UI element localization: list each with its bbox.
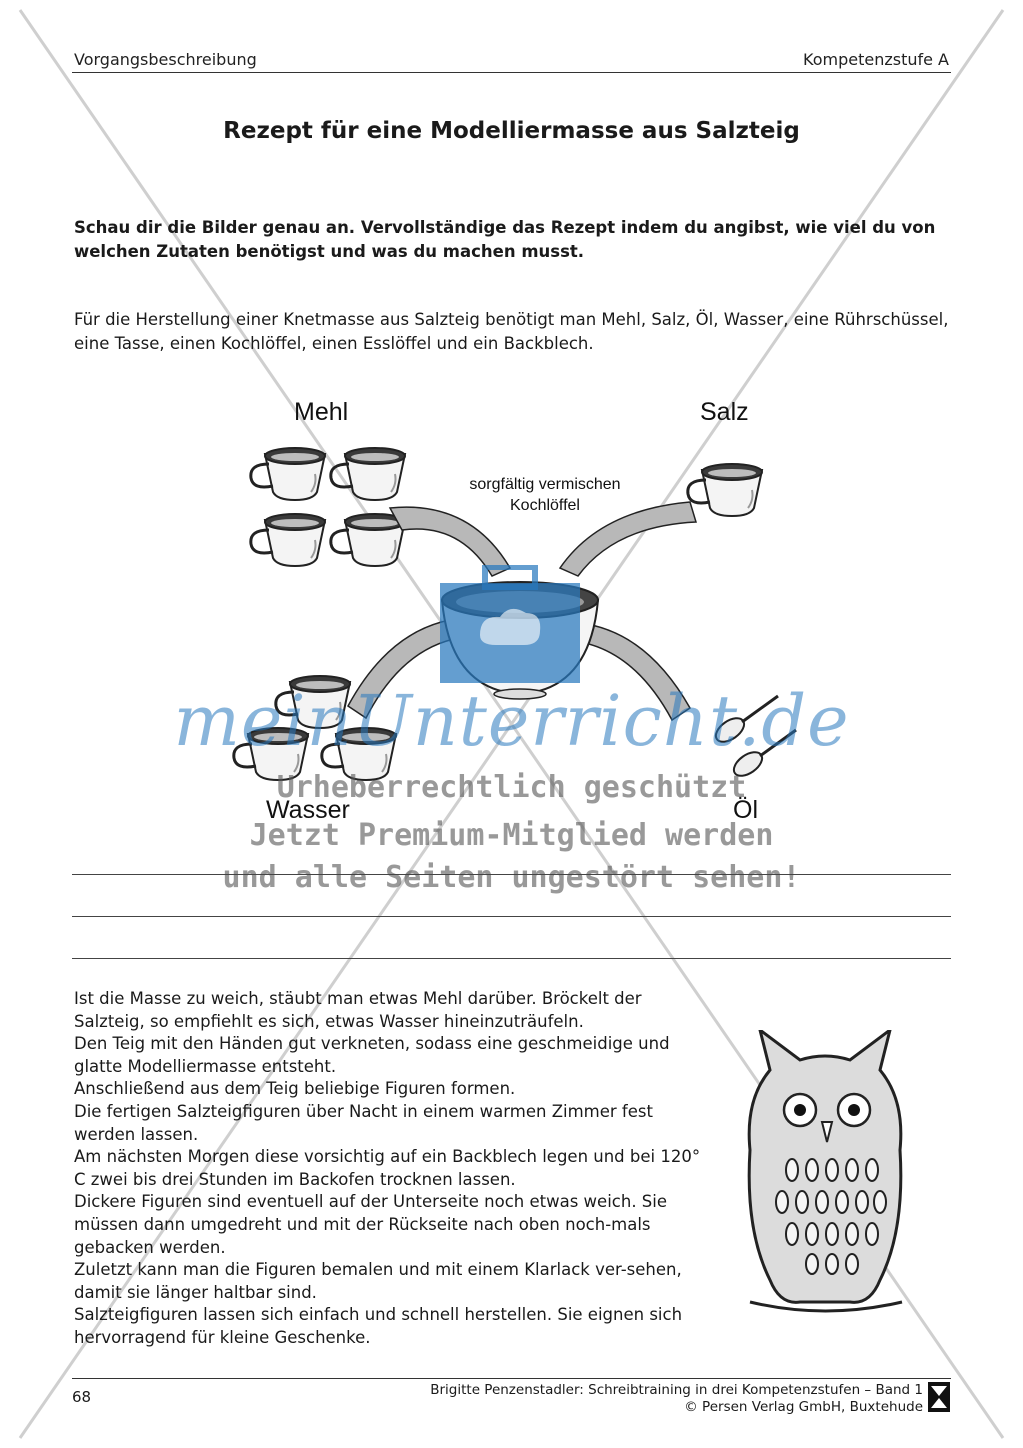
label-salz: Salz [700,398,749,426]
owl-figure-illustration [730,1030,920,1330]
recipe-step: Anschließend aus dem Teig beliebige Figuren formen. [74,1079,516,1099]
mixing-note [420,474,670,516]
watermark-line3: und alle Seiten ungestört sehen! [222,860,801,895]
footer-credit-line1: Brigitte Penzenstadler: Schreibtraining in drei Kompetenzstufen – Band 1 [430,1382,923,1398]
header-rule [72,72,951,73]
recipe-step: Ist die Masse zu weich, stäubt man etwas Mehl darüber. Bröckelt der Salzteig, so empfiehlt es sich, etwas Wasser hineinzuträufeln. [74,989,642,1031]
recipe-step: Zuletzt kann man die Figuren bemalen und mit einem Klarlack ver-sehen, damit sie länger haltbar sind. [74,1260,682,1302]
label-mehl: Mehl [294,398,349,426]
recipe-steps [74,988,714,1350]
watermark-brand: meinUnterricht.de [173,680,850,762]
page-number: 68 [72,1388,92,1406]
footer-rule [72,1378,951,1379]
label-wasser: Wasser [266,796,350,824]
mixing-note-line1: sorgfältig vermischen [469,476,621,493]
cup-icon [331,448,405,500]
watermark-line1: Urheberrechtlich geschützt [276,770,747,805]
answer-line [72,916,951,917]
cup-icon [688,464,762,516]
cup-icon [251,514,325,566]
label-oel: Öl [733,796,758,824]
page-title: Rezept für eine Modelliermasse aus Salzteig [223,118,800,144]
header-topic: Vorgangsbeschreibung [74,50,257,69]
cup-icon [331,514,405,566]
recipe-step: Dickere Figuren sind eventuell auf der Unterseite noch etwas weich. Sie müssen dann umgedreht und mit der Rückseite nach oben noch-mals gebacken werden. [74,1192,668,1257]
intro-paragraph: Für die Herstellung einer Knetmasse aus Salzteig benötigt man Mehl, Salz, Öl, Wasser, eine Rührschüssel, eine Tasse, einen Kochlöffel, einen Esslöffel und ein Backblech. [74,310,949,353]
answer-line [72,874,951,875]
watermark-line2: Jetzt Premium-Mitglied werden [249,818,774,853]
header-level: Kompetenzstufe A [803,50,949,69]
recipe-step: Salzteigfiguren lassen sich einfach und schnell herstellen. Sie eignen sich hervorragend für kleine Geschenke. [74,1305,683,1347]
recipe-step: Am nächsten Morgen diese vorsichtig auf ein Backblech legen und bei 120° C zwei bis drei Stunden im Backofen trocknen lassen. [74,1147,701,1189]
answer-line [72,958,951,959]
mixing-note-line2: Kochlöffel [510,497,580,514]
footer-credit [430,1382,923,1416]
recipe-step: Die fertigen Salzteigfiguren über Nacht in einem warmen Zimmer fest werden lassen. [74,1101,653,1144]
recipe-step: Den Teig mit den Händen gut verkneten, sodass eine geschmeidige und glatte Modelliermasse entsteht. [74,1034,670,1076]
cup-icon [251,448,325,500]
publisher-logo [928,1382,950,1412]
footer-credit-line2: © Persen Verlag GmbH, Buxtehude [684,1399,923,1415]
watermark-briefcase-icon [440,565,580,685]
task-instructions: Schau dir die Bilder genau an. Vervollständige das Rezept indem du angibst, wie viel du von welchen Zutaten benötigst und was du machen musst. [74,218,936,261]
